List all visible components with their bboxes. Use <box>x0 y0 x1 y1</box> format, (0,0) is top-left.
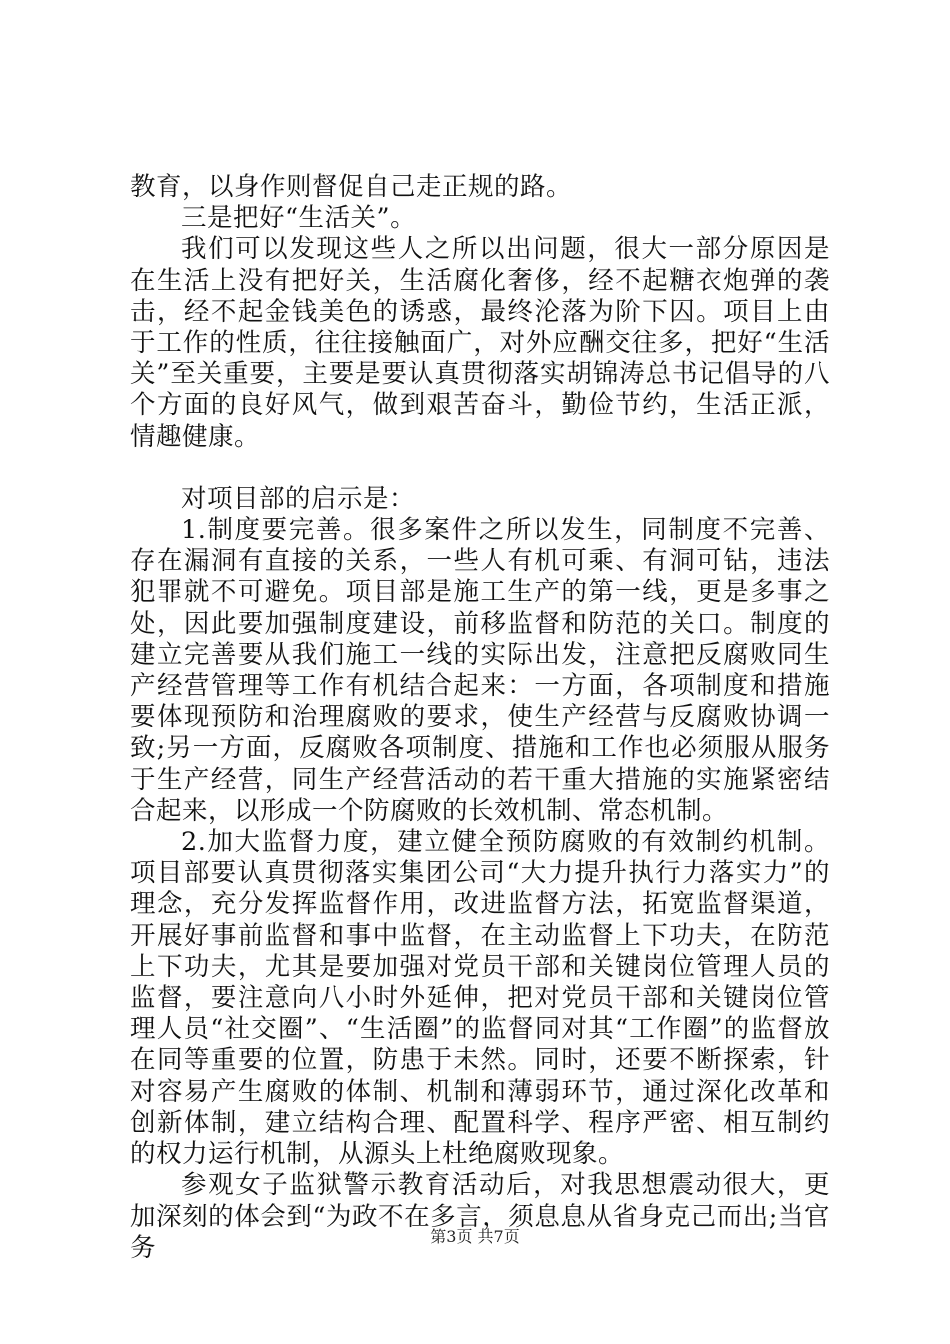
paragraph-heading-life: 三是把好“生活关”。 <box>181 203 417 234</box>
paragraph-system-improvement: 1.制度要完善。很多案件之所以发生，同制度不完善、存在漏洞有直接的关系，一些人有机可乘、有洞可钻，违法犯罪就不可避免。项目部是施工生产的第一线，更是多事之处，因此要加强制度建设，前移监督和防范的关口。制度的建立完善要从我们施工一线的实际出发，注意把反腐败同生产经营管理等工作有机结合起来：一方面，各项制度和措施要体现预防和治理腐败的要求，使生产经营与反腐败协调一致;另一方面，反腐败各项制度、措施和工作也必须服从服务于生产经营，同生产经营活动的若干重大措施的实施紧密结合起来，以形成一个防腐败的长效机制、常态机制。 <box>130 515 830 826</box>
paragraph-gap <box>130 453 830 484</box>
document-body <box>130 172 830 1264</box>
paragraph-heading-insights: 对项目部的启示是： <box>181 483 416 514</box>
paragraph-reflection: 参观女子监狱警示教育活动后，对我思想震动很大，更加深刻的体会到“为政不在多言，须息息从省身克己而出;当官务 <box>130 1170 830 1263</box>
paragraph-continuation: 教育，以身作则督促自己走正规的路。 <box>130 172 573 202</box>
paragraph-supervision: 2.加大监督力度，建立健全预防腐败的有效制约机制。项目部要认真贯彻落实集团公司“大力提升执行力落实力”的理念，充分发挥监督作用，改进监督方法，拓宽监督渠道，开展好事前监督和事中监督，在主动监督上下功夫，在防范上下功夫，尤其是要加强对党员干部和关键岗位管理人员的监督，要注意向八小时外延伸，把对党员干部和关键岗位管理人员“社交圈”、“生活圈”的监督同对其“工作圈”的监督放在同等重要的位置，防患于未然。同时，还要不断探索，针对容易产生腐败的体制、机制和薄弱环节，通过深化改革和创新体制，建立结构合理、配置科学、程序严密、相互制约的权力运行机制，从源头上杜绝腐败现象。 <box>130 827 830 1170</box>
page-number-footer: 第3页 共7页 <box>430 1227 520 1246</box>
paragraph-life-discipline: 我们可以发现这些人之所以出问题，很大一部分原因是在生活上没有把好关，生活腐化奢侈，经不起糖衣炮弹的袭击，经不起金钱美色的诱惑，最终沦落为阶下囚。项目上由于工作的性质，往往接触面广，对外应酬交往多，把好“生活关”至关重要，主要是要认真贯彻落实胡锦涛总书记倡导的八个方面的良好风气，做到艰苦奋斗，勤俭节约，生活正派，情趣健康。 <box>130 234 830 452</box>
